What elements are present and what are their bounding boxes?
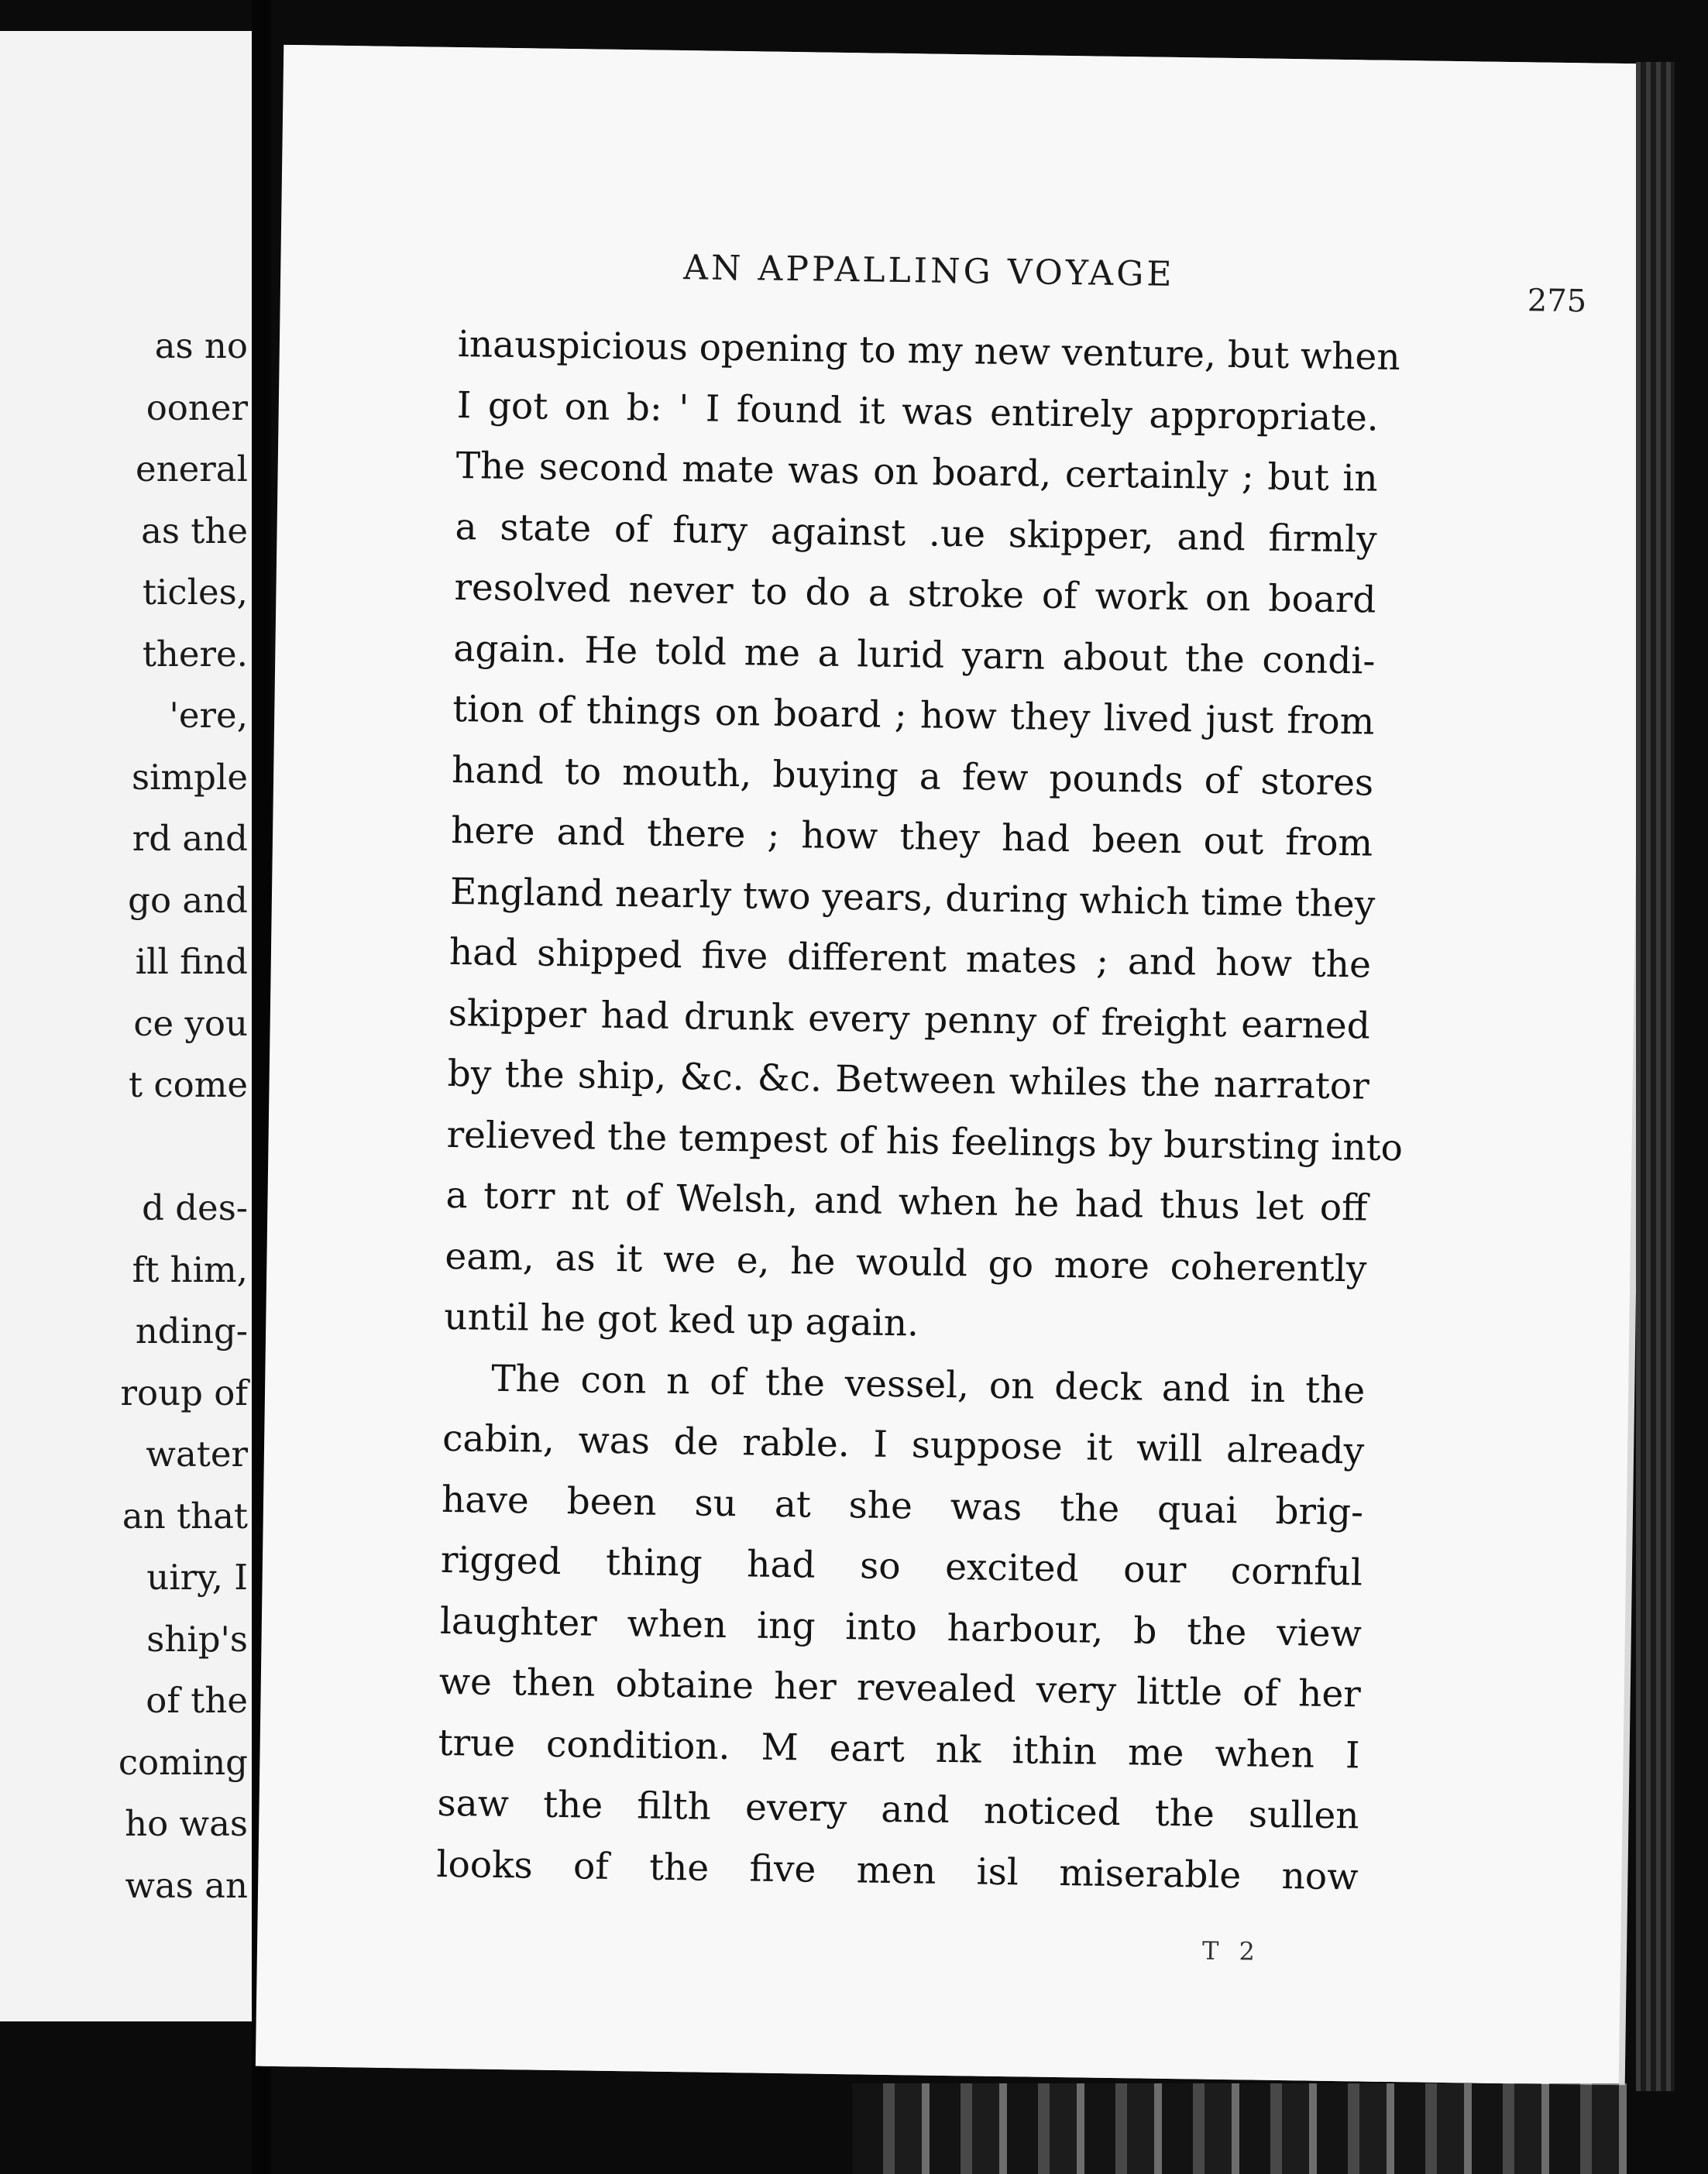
left-facing-page [0,31,252,2021]
scan-bottom-artifact [852,2083,1627,2174]
page-number: 275 [1527,283,1587,320]
left-page-line: t come [129,1064,248,1105]
left-page-line: of the [146,1680,248,1721]
text-line: The con n of the vessel, on deck and in the [490,1357,1366,1412]
running-head: AN APPALLING VOYAGE [682,248,1175,294]
text-line: skipper had drunk every penny of freight earned [448,991,1371,1048]
left-page-line: 'ere, [169,695,248,736]
text-line: hand to mouth, buying a few pounds of stores [451,748,1374,805]
left-page-line: an that [122,1495,248,1537]
text-line: true condition. M eart nk ithin me when I [438,1721,1360,1777]
text-line: I got on b: ' I found it was entirely appropriate. [456,383,1380,440]
left-page-line: water [146,1434,248,1475]
text-line: laughter when ing into harbour, b the view [439,1599,1363,1655]
left-page-line: was an [125,1864,248,1906]
left-page-line: roup of [120,1372,248,1413]
text-line: cabin, was de rable. I suppose it will already [442,1417,1365,1473]
text-line: England nearly two years, during which time they [449,870,1376,926]
left-page-line: ce you [133,1002,248,1044]
text-line: inauspicious opening to my new venture, but when [457,323,1400,380]
left-page-line: as the [141,510,248,551]
left-page-line: ship's [146,1618,248,1660]
left-page-line: coming [118,1741,248,1783]
left-page-line: as no [154,325,248,366]
text-line: tion of things on board ; how they lived just from [452,687,1375,744]
left-page-line: nding- [135,1310,248,1351]
left-page-line: ho was [125,1803,248,1844]
text-line: had shipped five different mates ; and how the [448,930,1372,987]
text-line: have been su at she was the quai brig- [441,1478,1364,1533]
text-line: we then obtaine her revealed very little of her [438,1660,1362,1716]
text-line: by the ship, &c. &c. Between whiles the narrator [447,1052,1370,1108]
page-edges [1636,62,1675,2091]
text-line: relieved the tempest of his feelings by bursting into [446,1113,1404,1169]
text-line: rigged thing had so excited our cornful [440,1538,1363,1595]
right-page [256,45,1647,2085]
text-line: a state of fury against .ue skipper, and firmly [455,505,1377,562]
text-line: resolved never to do a stroke of work on board [454,565,1376,622]
text-line: eam, as it we e, he would go more coherently [445,1235,1367,1291]
left-page-line: simple [132,756,248,798]
left-page-line: there. [142,633,248,675]
text-line: saw the filth every and noticed the sullen [437,1781,1359,1838]
text-line: a torr nt of Welsh, and when he had thus let off [445,1173,1368,1230]
text-line: until he got ked up again. [444,1295,919,1345]
left-page-line: go and [128,879,248,921]
left-page-line: d des- [142,1187,248,1228]
signature-mark: T 2 [1201,1935,1262,1966]
left-page-line: ticles, [142,572,248,613]
text-line: again. He told me a lurid yarn about the condi- [453,627,1376,683]
text-line: looks of the five men isl miserable now [436,1843,1359,1898]
left-page-line: ill find [135,941,248,982]
body-text [436,314,1404,1908]
text-line: The second mate was on board, certainly ; but in [455,445,1379,500]
left-page-line: rd and [132,818,248,859]
left-page-line: uiry, I [146,1557,248,1598]
left-page-line: ooner [146,386,248,428]
text-line: here and there ; how they had been out from [450,809,1373,865]
left-page-line: ft him, [132,1248,248,1290]
left-page-line: eneral [136,448,248,489]
